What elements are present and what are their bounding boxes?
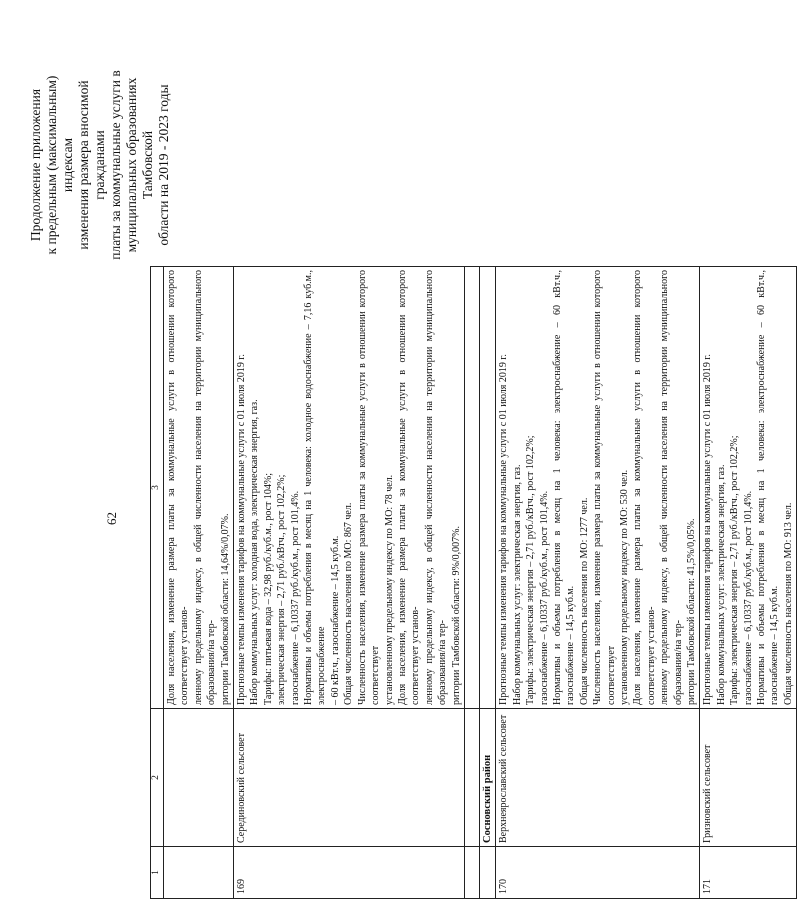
row-description: Прогнозные темпы изменения тарифов на коммунальные услуги с 01 июля 2019 г. Набор коммунальных услуг: электрическая энергия, газ. Тарифы: электрическая энергия – 2,71 руб./кВтч., рост 102,2%; газоснабжение – 6,10337 руб./куб.м., рост 101,4%. Нормативы и объемы потребления в месяц на 1 человека: электроснабжение – 60 кВт.ч., газоснабжение – 14,5 куб.м. Общая численность населения по МО: 913 чел.: [700, 267, 797, 709]
tariff-table: [150, 266, 797, 899]
empty-cell: [464, 847, 479, 899]
empty-cell: [164, 709, 234, 847]
row-description: Прогнозные темпы изменения тарифов на коммунальные услуги с 01 июля 2019 г. Набор коммунальных услуг: электрическая энергия, газ. Тарифы: электрическая энергия – 2,71 руб./кВтч., рост 102,2%; газоснабжение – 6,10337 руб./куб.м., рост 101,4%. Нормативы и объемы потребления в месяц на 1 человека: электроснабжение – 60 кВт.ч., газоснабжение – 14,5 куб.м. Общая численность населения по МО: 1277 чел. Численность населения, изменение размера платы за коммунальные услуги в отношении которого соответствует установленному предельному индексу по МО: 530 чел. Доля населения, изменение размера платы за коммунальные услуги в отношении которого соответствует установ- ленному предельному индексу, в общей численности населения на территории муниципального образования/на тер- ритории Тамбовской области: 41,5%/0,05%.: [496, 267, 700, 709]
empty-cell: [479, 267, 495, 709]
spacer-row: [464, 267, 479, 899]
region-row: [479, 267, 495, 899]
row-number: 170: [496, 847, 700, 899]
row-number: 169: [234, 847, 465, 899]
table-row-169: [234, 267, 465, 899]
appendix-caption: [28, 65, 172, 265]
caption-line: области на 2019 - 2023 годы: [156, 84, 171, 246]
rotated-page: [0, 60, 794, 905]
empty-cell: [164, 847, 234, 899]
empty-cell: [464, 267, 479, 709]
table-header-row: [151, 267, 164, 899]
caption-line: Продолжение приложения: [28, 88, 43, 242]
municipality-name: Серединовский сельсовет: [234, 709, 465, 847]
municipality-name: Гризновский сельсовет: [700, 709, 797, 847]
caption-line: к предельным (максимальным) индексам: [44, 75, 75, 255]
row-description: Прогнозные темпы изменения тарифов на коммунальные услуги с 01 июля 2019 г. Набор коммунальных услуг: холодная вода, электрическая энергия, газ. Тарифы: питьевая вода – 32,98 руб./куб.м., рост 104%; электрическая энергия – 2,71 руб./кВтч., рост 102,2%; газоснабжение – 6,10337 руб./куб.м., рост 101,4%. Нормативы и объемы потребления в месяц на 1 человека: холодное водоснабжение – 7,16 куб.м., электроснабжение – 60 кВт.ч., газоснабжение – 14,5 куб.м. Общая численность населения по МО: 867 чел. Численность населения, изменение размера платы за коммунальные услуги в отношении которого соответствует установленному предельному индексу по МО: 78 чел. Доля населения, изменение размера платы за коммунальные услуги в отношении которого соответствует установ- ленному предельному индексу, в общей численности населения на территории муниципального образования/на тер- ритории Тамбовской области: 9%/0,007%.: [234, 267, 465, 709]
header-cell-2: 2: [151, 709, 164, 847]
caption-line: платы за коммунальные услуги в: [108, 70, 123, 260]
row-description: Доля населения, изменение размера платы за коммунальные услуги в отношении которого соответствует установ- ленному предельному индексу, в общей численности населения на территории муниципального образования/на тер- ритории Тамбовской области: 14,64%/0,07%.: [164, 267, 234, 709]
header-cell-1: 1: [151, 847, 164, 899]
table-row-171: [700, 267, 797, 899]
header-cell-3: 3: [151, 267, 164, 709]
page-number: 62: [104, 512, 119, 525]
row-number: 171: [700, 847, 797, 899]
region-name: Сосновский район: [479, 709, 495, 847]
table-row-170: [496, 267, 700, 899]
caption-line: муниципальных образованиях Тамбовской: [124, 77, 155, 253]
municipality-name: Верхнеярославский сельсовет: [496, 709, 700, 847]
caption-line: изменения размера вносимой гражданами: [76, 80, 107, 250]
empty-cell: [479, 847, 495, 899]
empty-cell: [464, 709, 479, 847]
table-row-continuation: [164, 267, 234, 899]
